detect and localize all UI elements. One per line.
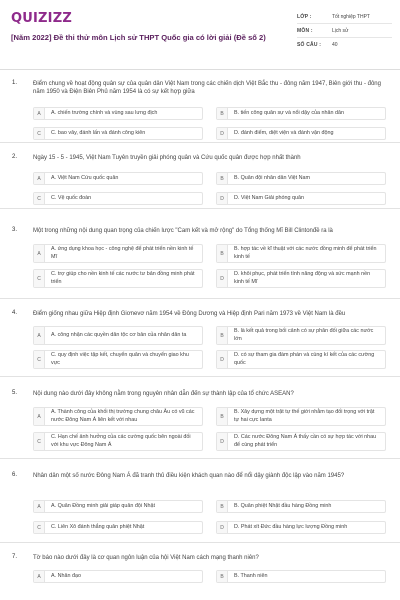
answer-option-d[interactable] xyxy=(216,192,386,205)
question-number: 3. xyxy=(12,227,18,233)
question-number: 6. xyxy=(12,472,18,478)
option-letter: C xyxy=(34,193,45,204)
answer-option-d[interactable] xyxy=(216,432,386,451)
question-number: 5. xyxy=(12,390,18,396)
option-text: B. tiến công quân sự và nổi dậy của nhân dân xyxy=(234,109,345,116)
meta-value: 40 xyxy=(332,42,338,48)
option-text: D. đánh điểm, diệt viện và đánh vận động xyxy=(234,129,334,136)
option-letter: B xyxy=(217,108,228,119)
divider xyxy=(0,458,400,459)
option-letter: A xyxy=(34,571,45,582)
answer-option-d[interactable] xyxy=(216,350,386,369)
answer-option-b[interactable] xyxy=(216,172,386,185)
answer-option-d[interactable] xyxy=(216,127,386,140)
option-text: C. quy định việc tập kết, chuyển quân và chuyển giao khu vực xyxy=(51,352,189,366)
option-text: A. Thành công của khối thị trường chung châu Âu có vũ các nước Đông Nam Á liên kết với nhau xyxy=(51,409,195,423)
meta-row-subject xyxy=(297,24,392,38)
question-text: Một trong những nội dung quan trọng của chiến lược "Cam kết và mở rộng" do Tổng thống Mĩ Bill Clintonđề ra là xyxy=(33,228,333,234)
option-text: B. Thanh niên xyxy=(234,572,268,579)
answer-option-b[interactable] xyxy=(216,107,386,120)
option-letter: A xyxy=(34,501,45,512)
worksheet-header xyxy=(0,0,400,70)
meta-value: Tốt nghiệp THPT xyxy=(332,13,370,20)
option-letter: B xyxy=(217,173,228,184)
question-text: Ngày 15 - 5 - 1945, Việt Nam Tuyên truyền giải phóng quân và Cứu quốc quân được hợp nhất thành xyxy=(33,155,301,161)
option-text: B. là kết quả trong bối cảnh có sự phân đối giữa các nước lớn xyxy=(234,328,374,342)
option-letter: B xyxy=(217,501,228,512)
answer-option-c[interactable] xyxy=(33,350,203,369)
page-title: [Năm 2022] Đề thi thử môn Lịch sử THPT Quốc gia có lời giải (Đề số 2) xyxy=(11,33,266,42)
quizizz-logo: QUIZIZZ xyxy=(11,11,72,26)
option-text: D. Việt Nam Giải phóng quân xyxy=(234,194,305,201)
option-letter: D xyxy=(217,128,228,139)
meta-label: SỐ CÂU : xyxy=(297,42,322,48)
option-text: B. Quân đội nhân dân Việt Nam xyxy=(234,174,311,181)
question-text: Điểm giống nhau giữa Hiệp định Giơnevơ năm 1954 về Đông Dương và Hiệp định Pari năm 1973 về Việt Nam là đều xyxy=(33,311,346,317)
answer-option-c[interactable] xyxy=(33,432,203,451)
answer-option-a[interactable] xyxy=(33,244,203,263)
answer-option-a[interactable] xyxy=(33,172,203,185)
meta-label: LỚP : xyxy=(297,13,312,20)
option-letter: A xyxy=(34,245,45,262)
option-letter: D xyxy=(217,193,228,204)
option-text: A. Việt Nam Cứu quốc quân xyxy=(51,174,119,181)
option-letter: C xyxy=(34,128,45,139)
question-list xyxy=(0,70,400,600)
option-letter: A xyxy=(34,173,45,184)
option-text: C. Liên Xô đánh thắng quân phiệt Nhật xyxy=(51,523,145,530)
answer-option-d[interactable] xyxy=(216,521,386,534)
option-text: B. hợp tác về kĩ thuật với các nước đồng minh để phát triển kinh tế xyxy=(234,246,377,260)
answer-option-b[interactable] xyxy=(216,326,386,345)
meta-value: Lịch sử xyxy=(332,27,349,34)
option-text: C. Hạn chế ảnh hưởng của các cường quốc bên ngoài đối với khu vực Đông Nam Á xyxy=(51,434,191,448)
answer-option-b[interactable] xyxy=(216,407,386,426)
option-text: A. Nhân đạo xyxy=(51,572,81,579)
answer-option-b[interactable] xyxy=(216,500,386,513)
option-letter: C xyxy=(34,270,45,287)
question-number: 1. xyxy=(12,80,18,86)
option-letter: D xyxy=(217,522,228,533)
answer-option-b[interactable] xyxy=(216,244,386,263)
divider xyxy=(0,298,400,299)
option-text: A. ứng dụng khoa học - công nghệ để phát triển nền kinh tế Mĩ xyxy=(51,246,194,260)
option-letter: D xyxy=(217,270,228,287)
option-text: C. trợ giúp cho nền kinh tế các nước tư bản đồng minh phát triển xyxy=(51,271,195,285)
answer-option-a[interactable] xyxy=(33,407,203,426)
question-text: Điểm chung về hoạt động quân sự của quân dân Việt Nam trong các chiến dịch Việt Bắc thu - đông năm 1947, Biên giới thu - đông năm 1950 và Điện Biên Phủ năm 1954 là có sự kết hợp giữa xyxy=(33,81,381,96)
option-text: D. khôi phục, phát triển tính năng động và sức mạnh nền kinh tế Mĩ xyxy=(234,271,371,285)
option-text: B. Xây dựng một trật tự thế giới nhằm tạo đối trọng với trật tự hai cực Ianta xyxy=(234,409,375,423)
option-letter: C xyxy=(34,433,45,450)
meta-row-count xyxy=(297,38,392,52)
answer-option-c[interactable] xyxy=(33,127,203,140)
question-text: Nhân dân một số nước Đông Nam Á đã tranh thủ điều kiện khách quan nào để nổi dậy giành độc lập vào năm 1945? xyxy=(33,473,345,479)
question-number: 4. xyxy=(12,310,18,316)
divider xyxy=(0,376,400,377)
option-letter: B xyxy=(217,327,228,344)
option-text: A. công nhận các quyền dân tộc cơ bản của nhân dân ta xyxy=(51,331,187,338)
divider xyxy=(0,208,400,209)
option-text: C. Vệ quốc đoàn xyxy=(51,194,92,201)
meta-label: MÔN : xyxy=(297,27,313,34)
divider xyxy=(0,542,400,543)
divider xyxy=(0,142,400,143)
answer-option-a[interactable] xyxy=(33,326,203,345)
option-letter: C xyxy=(34,351,45,368)
question-number: 7. xyxy=(12,554,18,560)
option-letter: A xyxy=(34,108,45,119)
question-number: 2. xyxy=(12,154,18,160)
option-letter: A xyxy=(34,327,45,344)
question-text: Tờ báo nào dưới đây là cơ quan ngôn luận của hội Việt Nam cách mạng thanh niên? xyxy=(33,555,259,561)
answer-option-b[interactable] xyxy=(216,570,386,583)
option-text: D. Phát xít Đức đầu hàng lực lượng Đồng minh xyxy=(234,523,348,530)
meta-table xyxy=(297,10,392,52)
option-letter: D xyxy=(217,351,228,368)
option-text: D. Các nước Đông Nam Á thấy cần có sự hợp tác với nhau để cùng phát triển xyxy=(234,434,377,448)
answer-option-c[interactable] xyxy=(33,269,203,288)
meta-row-grade xyxy=(297,10,392,24)
option-letter: B xyxy=(217,571,228,582)
answer-option-c[interactable] xyxy=(33,521,203,534)
option-letter: C xyxy=(34,522,45,533)
answer-option-a[interactable] xyxy=(33,570,203,583)
option-text: C. bao vây, đánh lấn và đánh công kiên xyxy=(51,129,146,136)
option-letter: A xyxy=(34,408,45,425)
answer-option-d[interactable] xyxy=(216,269,386,288)
option-letter: D xyxy=(217,433,228,450)
answer-option-a[interactable] xyxy=(33,500,203,513)
option-text: B. Quân phiệt Nhật đầu hàng Đồng minh xyxy=(234,502,332,509)
option-letter: B xyxy=(217,408,228,425)
option-text: A. chiến trường chính và vùng sau lưng địch xyxy=(51,109,158,116)
answer-option-c[interactable] xyxy=(33,192,203,205)
option-letter: B xyxy=(217,245,228,262)
option-text: A. Quân Đồng minh giải giáp quân đội Nhật xyxy=(51,502,155,509)
question-text: Nội dung nào dưới đây không nằm trong nguyên nhân dẫn đến sự thành lập của tổ chức ASEAN? xyxy=(33,391,294,397)
option-text: D. có sự tham gia đàm phán và cùng kí kết của các cường quốc xyxy=(234,352,375,366)
answer-option-a[interactable] xyxy=(33,107,203,120)
